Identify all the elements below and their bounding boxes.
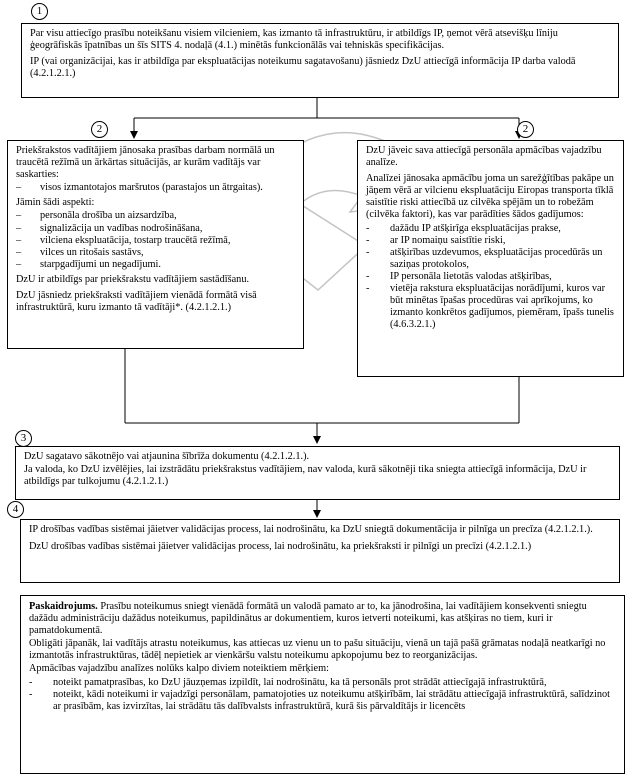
list-item: – signalizācija un vadības nodrošināšana, [16,223,295,235]
list-item: – vilciena ekspluatācija, tostarp traucētā režīmā, [16,235,295,247]
note-paragraph-2: Obligāti jāpanāk, lai vadītājs atrastu noteikumus, kas attiecas uz vienu un to pašu situāciju, vienā un tajā pašā grāmatas nodaļā neatkarīgi no izmantotās infrastruktūras, tādēļ nepietiek ar vienkāršu valstu noteikumu apkopojumu bez to reorganizācijas. [29,638,606,662]
list-item: - noteikt, kādi noteikumi ir vajadzīgi personālam, pamatojoties uz noteikumu atšķirībām, lai strādātu attiecīgajā infrastruktūrā, salīdzinot ar prasībām, kas izvirzītas, lai strādātu tās dalībvalsts infrastruktūrā, kurā šis pārvaldītājs ir licencēts [29,689,616,713]
step-marker-2-right: 2 [517,121,534,138]
list-item: - atšķirības uzdevumos, ekspluatācijas procedūrās un saziņas protokolos, [366,247,615,271]
step-marker-3: 3 [15,430,32,447]
step-marker-4: 4 [7,501,24,518]
box3-paragraph-1: DzU jāveic sava attiecīgā personāla apmācības vajadzību analīze. [366,145,602,169]
list-item: - ar IP nomaiņu saistītie riski, [366,235,615,247]
box3-paragraph-2: Analīzei jānosaka apmācību joma un sarežģītības pakāpe un jāņem vērā ar vilcienu ekspluatāciju Eiropas transporta tīklā saistītie riski attiecībā uz cilvēka spējām un to robežām (cilvēka faktori), kas var parādīties šādos gadījumos: [366,173,614,221]
note-paragraph-3: Apmācības vajadzību analīzes nolūks kalpo diviem noteiktiem mērķiem: [29,663,329,675]
list-item: - dažādu IP atšķirīga ekspluatācijas prakse, [366,223,615,235]
note-paragraph-1 [29,601,616,637]
step-marker-2-left: 2 [91,121,108,138]
box-training-needs-analysis [357,140,624,377]
list-item: – personāla drošība un aizsardzība, [16,210,295,222]
box-validation-process [20,519,620,583]
box2-paragraph-3: DzU ir atbildīgs par priekšrakstu vadītājiem sastādīšanu. [16,273,250,285]
box2-aspects-list [16,210,295,270]
box2-paragraph-4: DzU jāsniedz priekšraksti vadītājiem vienādā formātā visā infrastruktūrā, kuru izmanto tā vadītāji*. (4.2.1.2.1.) [16,290,257,314]
box3-risk-list [366,223,615,332]
box2-paragraph-2: Jāmin šādi aspekti: [16,197,95,209]
box-infrastructure-manager [21,23,619,98]
box5-paragraph-1: IP drošības vadības sistēmai jāietver validācijas process, lai nodrošinātu, ka DzU sniegtā dokumentācija ir pilnīga un precīza (4.2.1.2.1.). [29,524,593,535]
box-driver-instructions [7,140,304,349]
box1-paragraph-1: Par visu attiecīgo prasību noteikšanu visiem vilcieniem, kas izmanto tā infrastruktūru, ir atbildīgs IP, ņemot vērā atsevišķu līniju ģeogrāfiskās īpatnības un šīs SITS 4. nodaļā (4.1.) minētās funkcionālās vai tehniskās specifikācijas. [30,28,558,52]
note-heading: Paskaidrojums. [29,601,98,612]
box2-paragraph-1: Priekšrakstos vadītājiem jānosaka prasības darbam normālā un traucētā režīmā un ārkārtas situācijās, ar kurām vadītājs var saskarties: [16,145,275,181]
list-item: - noteikt pamatprasības, ko DzU jāuzņemas izpildīt, lai nodrošinātu, ka tā personāls prot strādāt attiecīgajā infrastruktūrā, [29,677,616,689]
list-item: – vilces un ritošais sastāvs, [16,247,295,259]
note-text-1: Prasību noteikumus sniegt vienādā formātā un valodā pamato ar to, ka jānodrošina, lai vadītājiem konsekventi sniegtu dažādu administrāciju dažādus noteikumus, papildinātus ar dokumentiem, kuros ietverti noteikumi, kas atšķiras no tiem, kuri ir pamatdokumentā. [29,601,587,637]
box1-paragraph-2: IP (vai organizācijai, kas ir atbildīga par ekspluatācijas noteikumu sagatavošanu) jāsniedz DzU attiecīgā informācija IP darba valodā (4.2.1.2.1.) [30,56,576,80]
box2-route-list [16,182,295,194]
explanation-note [20,595,625,774]
list-item: – visos izmantotajos maršrutos (parastajos un ātrgaitas). [16,182,295,194]
box5-paragraph-2: DzU drošības vadības sistēmai jāietver validācijas process, lai nodrošinātu, ka priekšraksti ir pilnīgi un precīzi (4.2.1.2.1.) [29,541,532,553]
list-item: - vietēja rakstura ekspluatācijas norādījumi, kuros var būt minētas īpašas procedūras vai aprīkojums, ko izmanto konkrētos gadījumos, piemēram, īpašs tunelis (4.6.3.2.1.) [366,283,615,331]
step-marker-1: 1 [31,3,48,20]
box-document-preparation [15,446,620,500]
note-purpose-list [29,677,616,713]
box4-paragraph-2: Ja valoda, ko DzU izvēlējies, lai izstrādātu priekšrakstus vadītājiem, nav valoda, kurā sākotnēji tika sniegta attiecīgā informācija, DzU ir atbildīgs par tulkojumu (4.2.1.2.1.) [24,464,587,488]
box4-paragraph-1: DzU sagatavo sākotnējo vai atjaunina šībrīža dokumentu (4.2.1.2.1.). [24,451,310,462]
list-item: - IP personāla lietotās valodas atšķirības, [366,271,615,283]
list-item: – starpgadījumi un negadījumi. [16,259,295,271]
